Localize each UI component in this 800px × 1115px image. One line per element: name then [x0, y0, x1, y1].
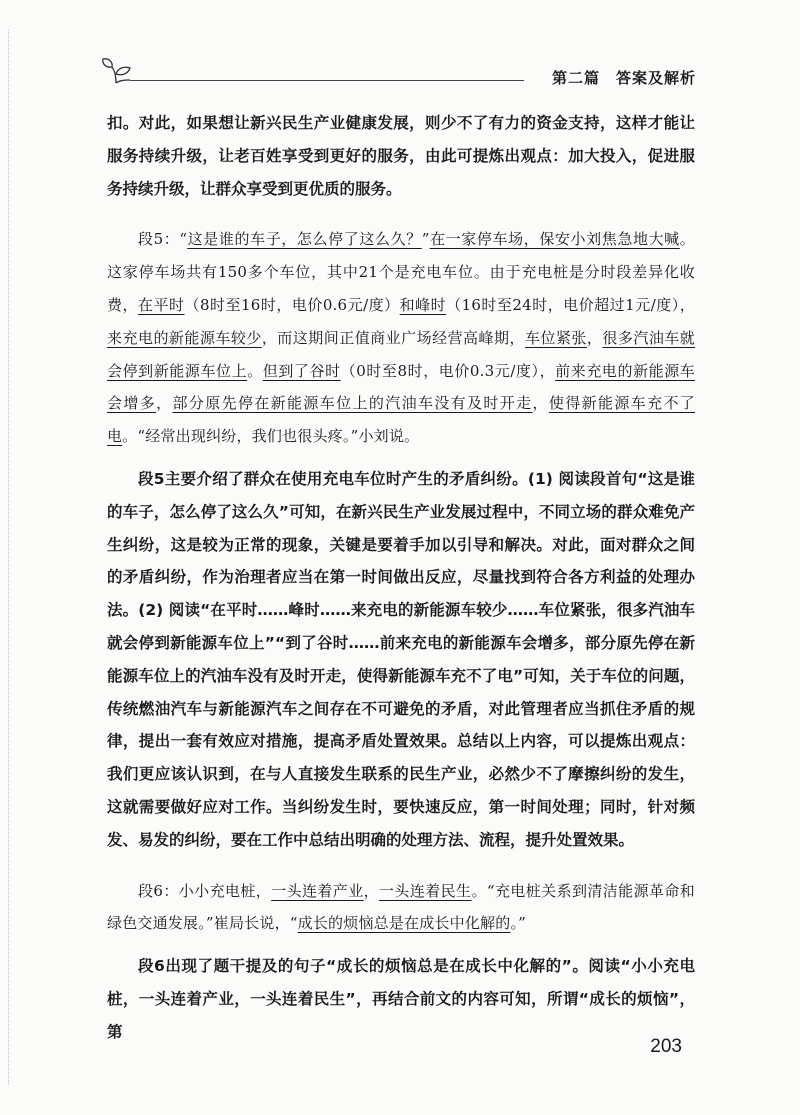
analysis-paragraph-5: 段5主要介绍了群众在使用充电车位时产生的矛盾纠纷。(1) 阅读段首句“这是谁的车子，怎么停了这么久”可知，在新兴民生产业发展过程中，不同立场的群众难免产生纠纷，这是较为正常的现象，关键是要着手加以引导和解决。对此，面对群众之间的矛盾纠纷，作为治理者应当在第一时间做出反应，尽量找到符合各方利益的处理办法。(2) 阅读“在平时……峰时……来充电的新能源车较少……车位紧张，很多汽油车就会停到新能源车位上”“到了谷时……前来充电的新能源车会增多，部分原先停在新能源车位上的汽油车没有及时开走，使得新能源车充不了电”可知，关于车位的问题，传统燃油汽车与新能源汽车之间存在不可避免的矛盾，对此管理者应当抓住矛盾的规律，提出一套有效应对措施，提高矛盾处置效果。总结以上内容，可以提炼出观点：我们更应该认识到，在与人直接发生联系的民生产业，必然少不了摩擦纠纷的发生，这就需要做好应对工作。当纠纷发生时，要快速反应，第一时间处理；同时，针对频发、易发的纠纷，要在工作中总结出明确的处理方法、流程，提升处置效果。	[107, 469, 695, 849]
binding-margin	[8, 30, 9, 1085]
page-header	[100, 56, 696, 88]
section-title: 第二篇 答案及解析	[551, 69, 696, 87]
analysis-paragraph-6: 段6出现了题干提及的句子“成长的烦恼总是在成长中化解的”。阅读“小小充电桩，一头连着产业，一头连着民生”，再结合前文的内容可知，所谓“成长的烦恼”，第	[107, 957, 695, 1041]
paragraph-analysis-continued: 扣。对此，如果想让新兴民生产业健康发展，则少不了有力的资金支持，这样才能让服务持续升级，让老百姓享受到更好的服务，由此可提炼出观点：加大投入，促进服务持续升级，让群众享受到更优质的服务。	[107, 114, 695, 198]
header-rule	[130, 80, 524, 81]
page-body	[107, 107, 695, 1049]
page-number: 203	[650, 1036, 682, 1057]
quoted-material-paragraph-6: 段6：小小充电桩，一头连着产业，一头连着民生。“充电桩关系到清洁能源革命和绿色交通发展。”崔局长说，“成长的烦恼总是在成长中化解的。”	[107, 881, 696, 933]
sprout-icon	[100, 56, 134, 86]
quoted-material-paragraph-5: 段5：“这是谁的车子，怎么停了这么久？”在一家停车场，保安小刘焦急地大喊。这家停车场共有150多个车位，其中21个是充电车位。由于充电桩是分时段差异化收费，在平时（8时至16时，电价0.6元/度）和峰时（16时至24时，电价超过1元/度），来充电的新能源车较少，而这期间正值商业广场经营高峰期，车位紧张，很多汽油车就会停到新能源车位上。但到了谷时（0时至8时，电价0.3元/度），前来充电的新能源车会增多，部分原先停在新能源车位上的汽油车没有及时开走，使得新能源车充不了电。“经常出现纠纷，我们也很头疼。”小刘说。	[107, 230, 696, 446]
